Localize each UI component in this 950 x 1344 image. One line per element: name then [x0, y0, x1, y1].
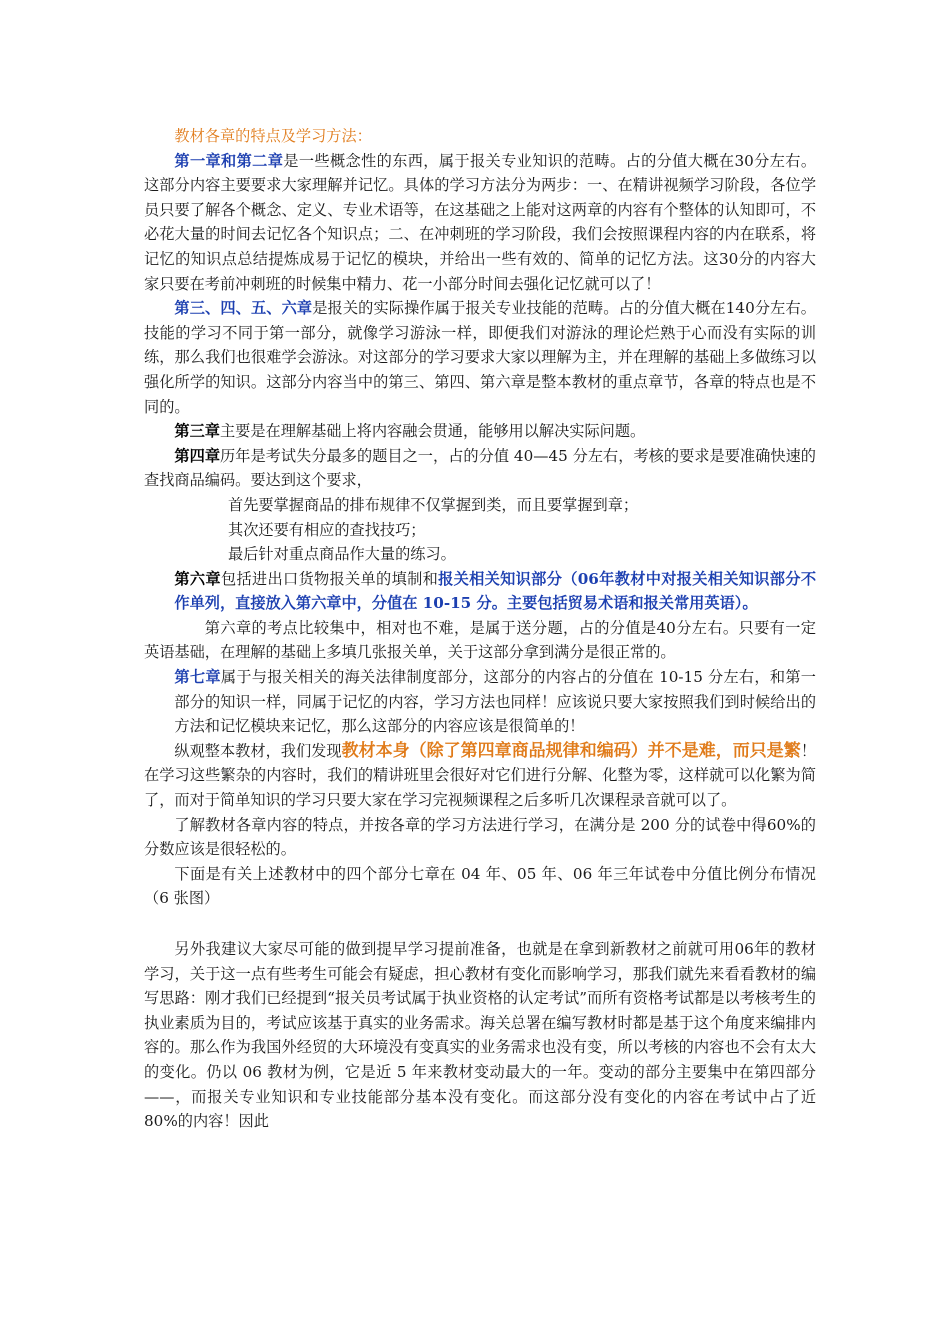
paragraph-text: 历年是考试失分最多的题目之一，占的分值 40—45 分左右，考核的要求是要准确快速的查找商品编码。要达到这个要求，: [144, 446, 816, 490]
list-item: 最后针对重点商品作大量的练习。: [228, 545, 456, 564]
paragraph-text: 包括进出口货物报关单的填制和: [220, 569, 439, 588]
chapter-label: 第三、四、五、六章: [174, 299, 313, 318]
highlight-text: 报关相关知识部分（06年教材中对报关相关知识部分不作单列，直接放入第六章中，分值在 10-15 分。主要包括贸易术语和报关常用英语）。: [174, 569, 817, 613]
paragraph-advice: 另外我建议大家尽可能的做到提早学习提前准备，也就是在拿到新教材之前就可用06年的教材学习，关于这一点有些考生可能会有疑虑，担心教材有变化而影响学习，那我们就先来看看教材的编写思路：刚才我们已经提到“报关员考试属于执业资格的认定考试”而所有资格考试都是以考核考生的执业素质为目的，考试应该基于真实的业务需求。海关总署在编写教材时都是基于这个角度来编排内容的。那么作为我国外经贸的大环境没有变真实的业务需求也没有变，所以考核的内容也不会有太大的变化。仍以 06 教材为例，它是近 5 年来教材变动最大的一年。变动的部分主要集中在第四部分——，而报关专业知识和专业技能部分基本没有变化。而这部分没有变化的内容在考试中占了近 80%的内容！因此: [144, 940, 816, 1131]
paragraph-chapters-3-6: [144, 296, 816, 419]
section-heading: 教材各章的特点及学习方法：: [174, 127, 372, 145]
document-body: [144, 124, 816, 1134]
paragraph-chapter-7: [144, 665, 816, 739]
chapter-label: 第四章: [174, 446, 221, 465]
chapter-label: 第六章: [174, 569, 221, 588]
list-item: 其次还要有相应的查找技巧；: [228, 520, 426, 539]
paragraph-chapter-6: [144, 567, 816, 616]
paragraph-chapter-3: [144, 419, 816, 444]
paragraph-text: 是报关的实际操作属于报关专业技能的范畴。占的分值大概在140分左右。技能的学习不同于第一部分，就像学习游泳一样，即便我们对游泳的理论烂熟于心而没有实际的训练，那么我们也很难学会游泳。对这部分的学习要求大家以理解为主，并在理解的基础上多做练习以强化所学的知识。这部分内容当中的第三、第四、第六章是整本教材的重点章节，各章的特点也是不同的。: [144, 299, 816, 416]
paragraph-overview: 纵观整本教材，我们发现教材本身（除了第四章商品规律和编码）并不是难，而只是繁！在学习这些繁杂的内容时，我们的精讲班里会很好对它们进行分解、化整为零，这样就可以化繁为简了，而对于简单知识的学习只要大家在学习完视频课程之后多听几次课程录音就可以了。: [144, 740, 817, 810]
chapter-label: 第七章: [174, 668, 221, 687]
paragraph-understand: 了解教材各章内容的特点，并按各章的学习方法进行学习，在满分是 200 分的试卷中得60%的分数应该是很轻松的。: [144, 815, 816, 859]
paragraph-below: 下面是有关上述教材中的四个部分七章在 04 年、05 年、06 年三年试卷中分值比例分布情况（6 张图）: [144, 864, 816, 908]
paragraph-chapters-1-2: [144, 149, 816, 297]
paragraph-text: 属于与报关相关的海关法律制度部分，这部分的内容占的分值在 10-15 分左右，和第一部分的知识一样，同属于记忆的内容，学习方法也同样！应该说只要大家按照我们到时候给出的方法和记忆模块来记忆，那么这部分的内容应该是很简单的！: [174, 668, 816, 736]
paragraph-text: 主要是在理解基础上将内容融会贯通，能够用以解决实际问题。: [219, 422, 646, 441]
paragraph-chapter-6-detail: 第六章的考点比较集中，相对也不难，是属于送分题，占的分值是40分左右。只要有一定英语基础，在理解的基础上多填几张报关单，关于这部分拿到满分是很正常的。: [144, 618, 816, 662]
spacer: [144, 911, 816, 937]
paragraph-text: 是一些概念性的东西，属于报关专业知识的范畴。占的分值大概在30分左右。这部分内容主要要求大家理解并记忆。具体的学习方法分为两步：一、在精讲视频学习阶段，各位学员只要了解各个概念、定义、专业术语等，在这基础之上能对这两章的内容有个整体的认知即可，不必花大量的时间去记忆各个知识点；二、在冲刺班的学习阶段，我们会按照课程内容的内在联系，将记忆的知识点总结提炼成易于记忆的模块，并给出一些有效的、简单的记忆方法。这30分的内容大家只要在考前冲刺班的时候集中精力、花一小部分时间去强化记忆就可以了！: [144, 151, 817, 293]
chapter-label: 第三章: [174, 422, 220, 441]
chapter-label: 第一章和第二章: [174, 151, 284, 170]
list-item: 首先要掌握商品的排布规律不仅掌握到类，而且要掌握到章；: [228, 495, 639, 514]
highlight-text: 教材本身（除了第四章商品规律和编码）并不是难，而只是繁: [341, 740, 801, 761]
paragraph-chapter-4: [144, 444, 816, 493]
